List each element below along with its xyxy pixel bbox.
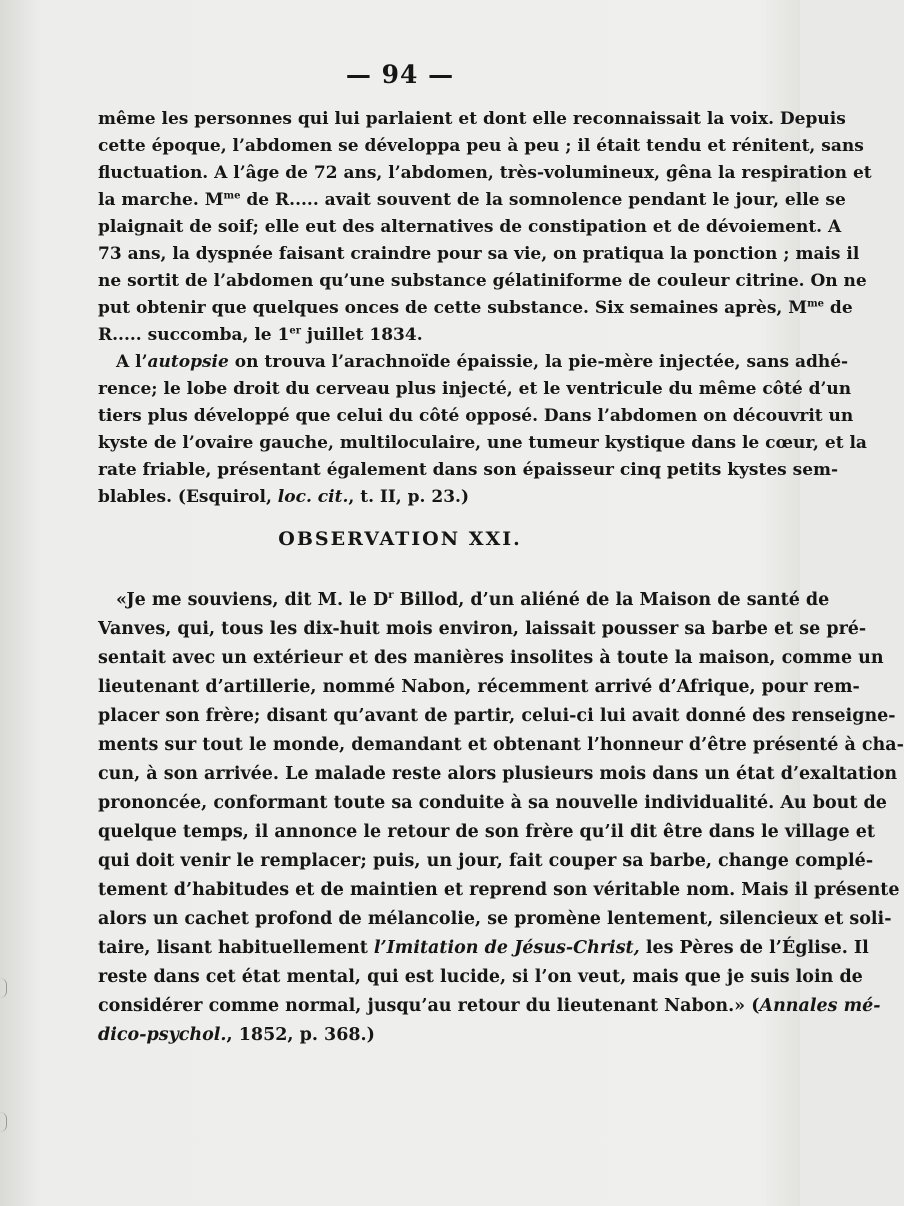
paragraph-autopsy — [98, 349, 867, 511]
superscript: er — [289, 325, 301, 337]
text-run: put obtenir que quelques onces de cette substance. Six semaines après, M — [98, 298, 808, 318]
italic-text: loc. cit. — [277, 487, 349, 507]
text-line: tiers plus développé que celui du côté opposé. Dans l’abdomen on découvrit un — [98, 406, 854, 426]
text-line: tement d’habitudes et de maintien et reprend son véritable nom. Mais il présente — [98, 880, 900, 900]
text-run: blables. (Esquirol, — [98, 487, 278, 507]
text-line: cette époque, l’abdomen se développa peu à peu ; il était tendu et rénitent, sans — [98, 136, 864, 156]
text-line: lieutenant d’artillerie, nommé Nabon, récemment arrivé d’Afrique, pour rem- — [98, 677, 860, 697]
text-line: ne sortit de l’abdomen qu’une substance gélatiniforme de couleur citrine. On ne — [98, 271, 867, 291]
text-line: qui doit venir le remplacer; puis, un jour, fait couper sa barbe, change complé- — [98, 851, 874, 871]
text-run: considérer comme normal, jusqu’au retour du lieutenant Nabon.» ( — [98, 996, 760, 1016]
page-number: — 94 — — [345, 60, 455, 89]
text-line: même les personnes qui lui parlaient et dont elle reconnaissait la voix. Depuis — [98, 109, 846, 129]
text-line: sentait avec un extérieur et des manières insolites à toute la maison, comme un — [98, 648, 884, 668]
text-run: de — [824, 298, 853, 318]
text-line: plaignait de soif; elle eut des alternatives de constipation et de dévoiement. A — [98, 217, 842, 237]
text-run: on trouva l’arachnoïde épaissie, la pie-mère injectée, sans adhé- — [228, 352, 849, 372]
italic-text: Annales mé- — [759, 996, 881, 1016]
text-run: Billod, d’un aliéné de la Maison de santé de — [393, 590, 830, 610]
observation-heading: OBSERVATION XXI. — [278, 528, 522, 550]
text-line — [98, 484, 738, 511]
text-run: juillet 1834. — [301, 325, 423, 345]
text-run: R..... succomba, le 1 — [98, 325, 290, 345]
text-line — [98, 1021, 738, 1050]
text-line: rate friable, présentant également dans son épaisseur cinq petits kystes sem- — [98, 460, 839, 480]
text-run: de R..... avait souvent de la somnolence pendant le jour, elle se — [240, 190, 846, 210]
text-run: A l’ — [116, 352, 148, 372]
text-run: taire, lisant habituellement — [98, 938, 374, 958]
text-line: prononcée, conformant toute sa conduite à sa nouvelle individualité. Au bout de — [98, 793, 887, 813]
text-line: quelque temps, il annonce le retour de son frère qu’il dit être dans le village et — [98, 822, 875, 842]
text-line: Vanves, qui, tous les dix-huit mois environ, laissait pousser sa barbe et se pré- — [98, 619, 867, 639]
superscript: me — [223, 190, 241, 202]
italic-text: dico-psychol. — [98, 1025, 227, 1045]
text-run: , 1852, p. 368.) — [226, 1025, 375, 1045]
text-line: cun, à son arrivée. Le malade reste alors plusieurs mois dans un état d’exaltation — [98, 764, 898, 784]
text-line: kyste de l’ovaire gauche, multiloculaire, une tumeur kystique dans le cœur, et la — [98, 433, 867, 453]
text-line: rence; le lobe droit du cerveau plus injecté, et le ventricule du même côté d’un — [98, 379, 852, 399]
text-run: les Pères de l’Église. Il — [639, 938, 869, 958]
text-line: reste dans cet état mental, qui est lucide, si l’on veut, mais que je suis loin de — [98, 967, 863, 987]
italic-text: autopsie — [147, 352, 229, 372]
margin-mark — [0, 978, 7, 998]
text-line — [98, 934, 869, 963]
text-line — [98, 295, 853, 322]
superscript: me — [807, 298, 825, 310]
margin-mark — [0, 1112, 7, 1132]
text-line: alors un cachet profond de mélancolie, se promène lentement, silencieux et soli- — [98, 909, 892, 929]
text-line: placer son frère; disant qu’avant de partir, celui-ci lui avait donné des renseigne- — [98, 706, 896, 726]
text-line — [98, 187, 846, 214]
text-line — [98, 349, 849, 376]
text-line: ments sur tout le monde, demandant et obtenant l’honneur d’être présenté à cha- — [98, 735, 904, 755]
text-run: «Je me souviens, dit M. le D — [116, 590, 389, 610]
text-line — [98, 586, 830, 615]
paragraph-case-continuation — [98, 106, 872, 349]
text-line: 73 ans, la dyspnée faisant craindre pour sa vie, on pratiqua la ponction ; mais il — [98, 244, 860, 264]
text-line: fluctuation. A l’âge de 72 ans, l’abdomen, très-volumineux, gêna la respiration et — [98, 163, 872, 183]
italic-text: l’Imitation de Jésus-Christ, — [373, 938, 640, 958]
superscript: r — [388, 590, 394, 602]
text-line — [98, 322, 738, 349]
paragraph-observation-xxi — [98, 586, 904, 1050]
text-run: , t. II, p. 23.) — [348, 487, 469, 507]
text-line — [98, 992, 881, 1021]
text-run: la marche. M — [98, 190, 224, 210]
